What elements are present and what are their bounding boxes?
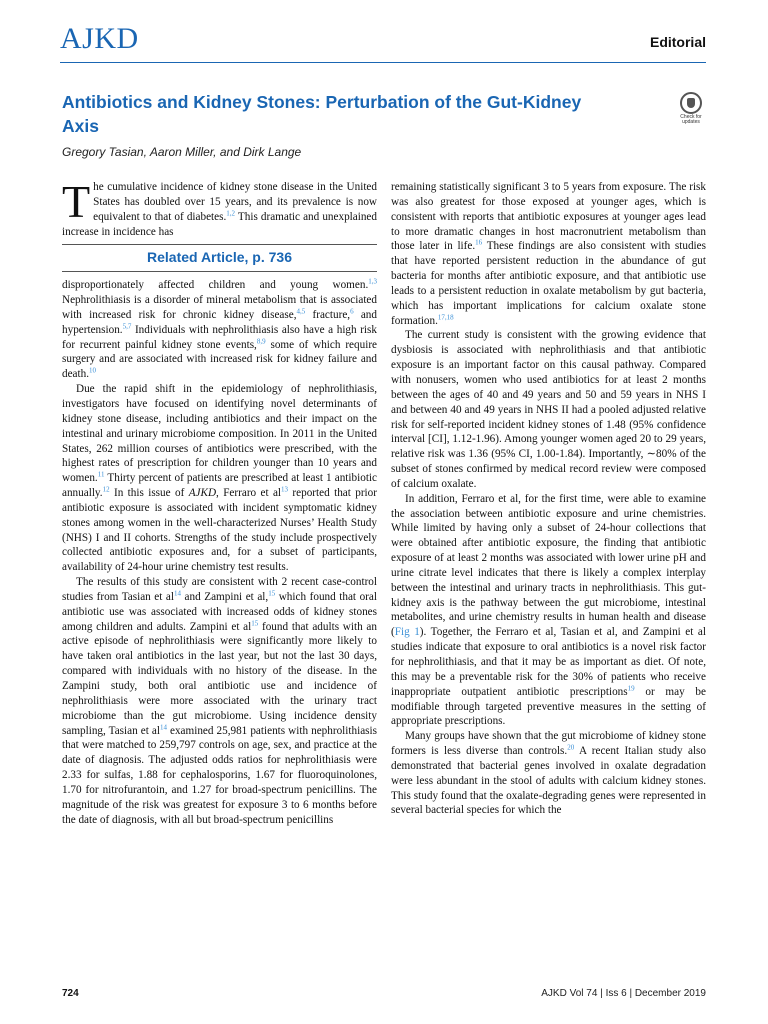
paragraph-epidemiology: [62, 382, 377, 575]
text-span: These findings are also consistent with studies that have reported persistent reduction in the abundance of gut bacteria for months after antibiotic exposure, and that antibiotic use leads to a persistent reduction in oxalate metabolism by gut bacteria, which has important implications for calcium oxalate stone formation.: [391, 240, 706, 327]
text-span: ). Together, the Ferraro et al, Tasian et al, and Zampini et al studies indicate that exposure to oral antibiotics is a novel risk factor for nephrolithiasis, and that it may be as important as diet. Of note, this may be a preventable risk for the 30% of patients who receive inappropriate outpatient antibiotic prescriptions: [391, 626, 706, 698]
citation-ref[interactable]: 8,9: [256, 336, 266, 345]
citation-ref[interactable]: 17,18: [437, 312, 454, 321]
article-title: Antibiotics and Kidney Stones: Perturbation of the Gut-Kidney Axis: [62, 92, 582, 136]
text-span: which found that oral antibiotic use was associated with increased odds of kidney stones among children and adults. Zampini et al: [62, 590, 377, 633]
citation-ref[interactable]: 14: [159, 722, 167, 731]
related-article-link[interactable]: Related Article, p. 736: [62, 244, 377, 272]
journal-logo: AJKD: [60, 22, 139, 55]
text-span: In addition, Ferraro et al, for the first time, were able to examine the association between antibiotic exposure and urine chemistries. While limited by having only a subset of 24-hour collections that were obtained after antibiotic exposure, the finding that antibiotic exposure of at least 2 months was associated with lower urine pH and urine citrate level indicates that there is likely a complex interplay between the intestinal and urinary tracts in nephrolithiasis. This gut-kidney axis is the pathway between the gut microbiome, intestinal metabolites, and urine chemistry results in human health and disease (: [391, 492, 706, 639]
paragraph-urine-chemistry: [391, 492, 706, 730]
drop-cap: T: [62, 176, 91, 227]
author-list: Gregory Tasian, Aaron Miller, and Dirk Lange: [62, 145, 302, 159]
text-span: found that adults with an active episode of nephrolithiasis were significantly more likely to have taken oral antibiotics in the last year, but not the last 30 days, compared with individuals with no history of the disease. In the Zampini study, both oral antibiotic use and incidence of nephrolithiasis were more associated with the urinary tract microbiome than the gut microbiome. Using incidence density sampling, Tasian et al: [62, 620, 377, 737]
journal-citation: AJKD Vol 74 | Iss 6 | December 2019: [541, 988, 706, 999]
text-span: some of which require surgery and are associated with increased risk for kidney failure and death.: [62, 338, 378, 381]
paragraph-intro-continued: [62, 278, 377, 382]
right-column: [391, 180, 706, 818]
text-span: disproportionately affected children and young women.: [62, 279, 369, 292]
citation-ref[interactable]: 11: [97, 470, 105, 479]
crossmark-label: Check for updates: [680, 114, 702, 125]
text-span: Due the rapid shift in the epidemiology of nephrolithiasis, investigators have focused on identifying novel determinants of kidney stone disease, including antibiotics and their impact on the intestinal and urinary microbiome composition. In 2011 in the United States, 262 million courses of antibiotics were prescribed, with the highest rates of prescription for children younger than 10 years and women.: [62, 383, 377, 485]
section-label: Editorial: [649, 34, 706, 50]
citation-ref[interactable]: 1,3: [368, 277, 377, 286]
text-span: fracture,: [305, 308, 351, 321]
citation-ref[interactable]: 4,5: [296, 307, 306, 316]
text-span: or may be modifiable through targeted preventive measures in the setting of appropriate prescriptions.: [391, 685, 706, 728]
text-span: A recent Italian study also demonstrated that bacterial genes involved in oxalate degradation were less abundant in the stool of adults with calcium kidney stones. This study found that the oxalate-degrading genes were represented in several bacterial species for which the: [391, 745, 706, 817]
citation-ref[interactable]: 5,7: [122, 322, 132, 331]
text-span: and Zampini et al,: [181, 590, 269, 603]
citation-ref[interactable]: 19: [627, 683, 635, 692]
paragraph-current-study: The current study is consistent with the growing evidence that dysbiosis is associated with nephrolithiasis and that antibiotic exposure is an important factor on this causal pathway. Compared with nonusers, women who used antibiotics for at least 2 months between the ages of 40 and 49 years and 50 and 59 years in NHS I and between 40 and 49 years in NHS II had a pooled adjusted relative risk for self-reported incident kidney stones of 1.48 (95% confidence interval [CI], 1.12-1.96). Among younger women aged 20 to 29 years, relative risk was 1.36 (95% CI, 1.00-1.84). Importantly, ∼80% of the subset of stones confirmed by medical record review were composed of calcium oxalate.: [391, 329, 706, 490]
text-span: , Ferraro et al: [216, 487, 282, 500]
page-number: 724: [62, 988, 79, 999]
text-span: reported that prior antibiotic exposure is associated with incident symptomatic kidney stones among women in the well-characterized Nurses’ Health Study (NHS) I and II cohorts. Strengths of the study include prospectively collected antibiotic exposures and, for a subset of participants, availability of 24-hour urine chemistry test results.: [62, 487, 377, 574]
citation-ref[interactable]: 15: [268, 589, 276, 598]
left-column: [62, 176, 378, 827]
paragraph-intro: [62, 176, 377, 239]
text-span: examined 25,981 patients with nephrolithiasis that were matched to 259,797 controls on age, sex, and practice at the date of diagnosis. The adjusted odds ratios for nephrolithiasis were 2.33 for sulfas, 1.88 for cephalosporins, 1.67 for fluoroquinolones, 1.70 for nitrofurantoin, and 1.27 for broad-spectrum penicillins. The magnitude of the risk was greatest for exposure 3 to 6 months before the date of diagnosis, with all but broad-spectrum penicillins: [62, 724, 377, 826]
citation-ref[interactable]: 13: [281, 485, 289, 494]
text-span: The results of this study are consistent with 2 recent case-control studies from Tasian et al: [62, 576, 377, 603]
text-span: he cumulative incidence of kidney stone disease in the United States has doubled over 15 years, and its prevalence is now equivalent to that of diabetes.: [93, 181, 377, 223]
citation-ref[interactable]: 15: [251, 618, 259, 627]
text-span: Individuals with nephrolithiasis also have a high risk for recurrent painful kidney stone events,: [62, 323, 377, 351]
citation-ref[interactable]: 12: [102, 485, 110, 494]
figure-link[interactable]: Fig 1: [394, 626, 420, 639]
citation-ref[interactable]: 10: [89, 366, 97, 375]
citation-ref[interactable]: 16: [475, 238, 483, 247]
citation-ref[interactable]: 14: [174, 589, 181, 598]
citation-ref[interactable]: 1,2: [226, 208, 236, 217]
journal-name: AJKD: [188, 487, 217, 500]
paragraph-results: [62, 575, 377, 827]
text-span: remaining statistically significant 3 to 5 years from exposure. The risk was also greatest for those exposed at younger ages, which is consistent with reports that antibiotic exposures at younger ages lead to more dramatic changes in host macronutrient metabolism than those later in life.: [391, 181, 706, 253]
text-span: Thirty percent of patients are prescribed at least 1 antibiotic annually.: [62, 472, 377, 500]
text-span: Many groups have shown that the gut microbiome of kidney stone formers is less diverse than controls.: [391, 730, 706, 758]
citation-ref[interactable]: 6: [350, 307, 354, 316]
text-span: This dramatic and unexplained increase in incidence has: [62, 210, 377, 238]
paragraph-microbiome: [391, 729, 706, 818]
header-divider: [60, 62, 706, 63]
check-for-updates-badge[interactable]: [677, 92, 705, 126]
text-span: In this issue of: [109, 487, 189, 500]
citation-ref[interactable]: 20: [567, 743, 575, 752]
text-span: Nephrolithiasis is a disorder of mineral metabolism that is associated with increased risk for chronic kidney disease,: [62, 294, 377, 321]
paragraph-results-continued: [391, 180, 706, 328]
text-span: and hypertension.: [62, 308, 377, 336]
crossmark-icon: [680, 92, 702, 114]
